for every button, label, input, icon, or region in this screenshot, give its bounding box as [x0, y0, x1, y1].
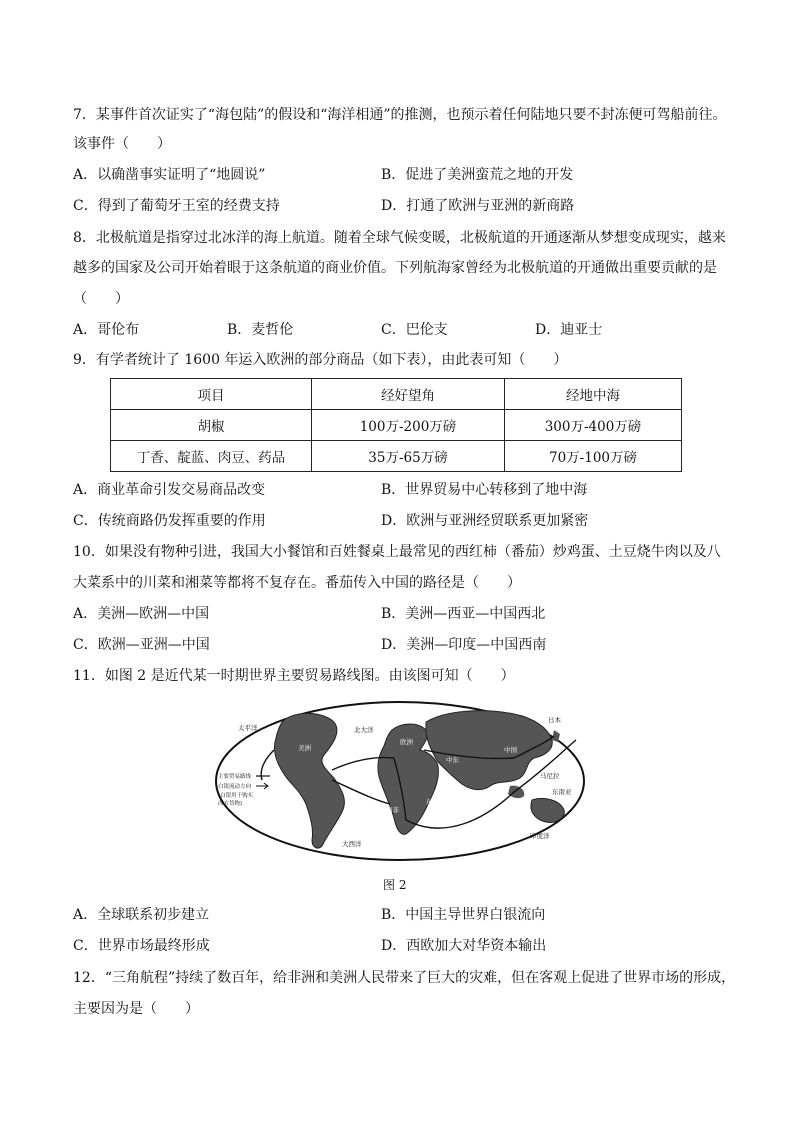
- table-header-cell: 经好望角: [312, 379, 505, 410]
- q11-option-d[interactable]: D．西欧加大对华资本输出: [381, 938, 547, 954]
- table-header-cell: 项目: [111, 379, 312, 410]
- q11-option-a[interactable]: A．全球联系初步建立: [73, 907, 210, 923]
- q8-option-c[interactable]: C．巴伦支: [381, 322, 448, 338]
- q8-stem-line2: 越多的国家及公司开始着眼于这条航道的商业价值。下列航海家曾经为北极航道的开通做出重要贡献的是: [73, 260, 717, 276]
- table-cell: 丁香、靛蓝、肉豆、药品: [111, 441, 312, 472]
- q11-stem: 11．如图 2 是近代某一时期世界主要贸易路线图。由该图可知（ ）: [73, 668, 515, 684]
- label-china: 中国: [504, 746, 517, 754]
- q10-stem-line2: 大菜系中的川菜和湘菜等都将不复存在。番茄传入中国的路径是（ ）: [73, 575, 521, 591]
- q9-option-b[interactable]: B．世界贸易中心转移到了地中海: [381, 482, 588, 498]
- legend-silver-label: 白银流动方向: [218, 784, 252, 790]
- trade-route-map: [214, 700, 586, 862]
- q12-stem-line2: 主要因为是（ ）: [73, 1001, 199, 1017]
- q7-option-a[interactable]: A．以确凿事实证明了“地圆说”: [73, 167, 266, 183]
- legend-route-label: 主要贸易路线: [218, 774, 252, 780]
- label-east-africa: 东非: [426, 798, 439, 806]
- q9-stem: 9．有学者统计了 1600 年运入欧洲的部分商品（如下表），由此表可知（ ）: [73, 352, 568, 368]
- legend-note-line2: 西方货物): [218, 801, 243, 807]
- q9-option-c[interactable]: C．传统商路仍发挥重要的作用: [73, 513, 266, 529]
- table-cell: 35万-65万磅: [312, 441, 505, 472]
- q11-option-b[interactable]: B．中国主导世界白银流向: [381, 907, 546, 923]
- q7-option-c[interactable]: C．得到了葡萄牙王室的经费支持: [73, 198, 280, 214]
- table-cell: 70万-100万磅: [505, 441, 682, 472]
- q12-stem-line1: 12．“三角航程”持续了数百年，给非洲和美洲人民带来了巨大的灾难，但在客观上促进了世界市场的形成，: [73, 970, 736, 986]
- figure-caption: 图 2: [383, 878, 407, 892]
- table-cell: 100万-200万磅: [312, 410, 505, 441]
- q9-option-a[interactable]: A．商业革命引发交易商品改变: [73, 482, 266, 498]
- q10-stem-line1: 10．如果没有物种引进，我国大小餐馆和百姓餐桌上最常见的西红柿（番茄）炒鸡蛋、土豆烧牛肉以及八: [73, 544, 721, 560]
- legend-note-line1: (白银用于购买: [218, 793, 254, 799]
- label-japan: 日本: [548, 716, 561, 724]
- q8-option-d[interactable]: D．迪亚士: [535, 322, 603, 338]
- q8-stem-line1: 8．北极航道是指穿过北冰洋的海上航道。随着全球气候变暖，北极航道的开通逐渐从梦想变成现实，越来: [73, 230, 726, 246]
- q7-stem-line2: 该事件（ ）: [73, 136, 171, 152]
- label-americas: 美洲: [298, 744, 311, 752]
- q7-option-b[interactable]: B．促进了美洲蛮荒之地的开发: [381, 167, 574, 183]
- world-map-figure: [214, 700, 586, 862]
- label-manila: 马尼拉: [540, 772, 560, 780]
- table-cell: 胡椒: [111, 410, 312, 441]
- q8-option-a[interactable]: A．哥伦布: [73, 322, 140, 338]
- q7-option-d[interactable]: D．打通了欧洲与亚洲的新商路: [381, 198, 575, 214]
- table-header-cell: 经地中海: [505, 379, 682, 410]
- label-pacific: 太平洋: [238, 724, 258, 732]
- label-mideast: 中东: [446, 756, 459, 764]
- q10-option-c[interactable]: C．欧洲—亚洲—中国: [73, 637, 210, 653]
- label-europe: 欧洲: [400, 738, 413, 746]
- q9-option-d[interactable]: D．欧洲与亚洲经贸联系更加紧密: [381, 513, 589, 529]
- q10-option-d[interactable]: D．美洲—印度—中国西南: [381, 637, 547, 653]
- q8-option-b[interactable]: B．麦哲伦: [227, 322, 294, 338]
- table-header-row: [111, 379, 682, 410]
- label-atlantic: 大西洋: [342, 840, 362, 848]
- q7-stem-line1: 7．某事件首次证实了“海包陆”的假设和“海洋相通”的推测，也预示着任何陆地只要不封冻便可驾船前往。: [73, 107, 727, 123]
- goods-table: [110, 378, 682, 472]
- q10-option-b[interactable]: B．美洲—西亚—中国西北: [381, 606, 546, 622]
- label-west-africa: 西非: [386, 806, 399, 814]
- q11-option-c[interactable]: C．世界市场最终形成: [73, 938, 210, 954]
- label-se-asia: 东南亚: [552, 788, 572, 796]
- q8-stem-line3: （ ）: [73, 291, 129, 307]
- q10-option-a[interactable]: A．美洲—欧洲—中国: [73, 606, 210, 622]
- table-cell: 300万-400万磅: [505, 410, 682, 441]
- label-indian-ocean: 印度洋: [530, 832, 550, 840]
- table-row: [111, 410, 682, 441]
- table-row: [111, 441, 682, 472]
- label-north-atlantic: 北大洋: [354, 726, 374, 734]
